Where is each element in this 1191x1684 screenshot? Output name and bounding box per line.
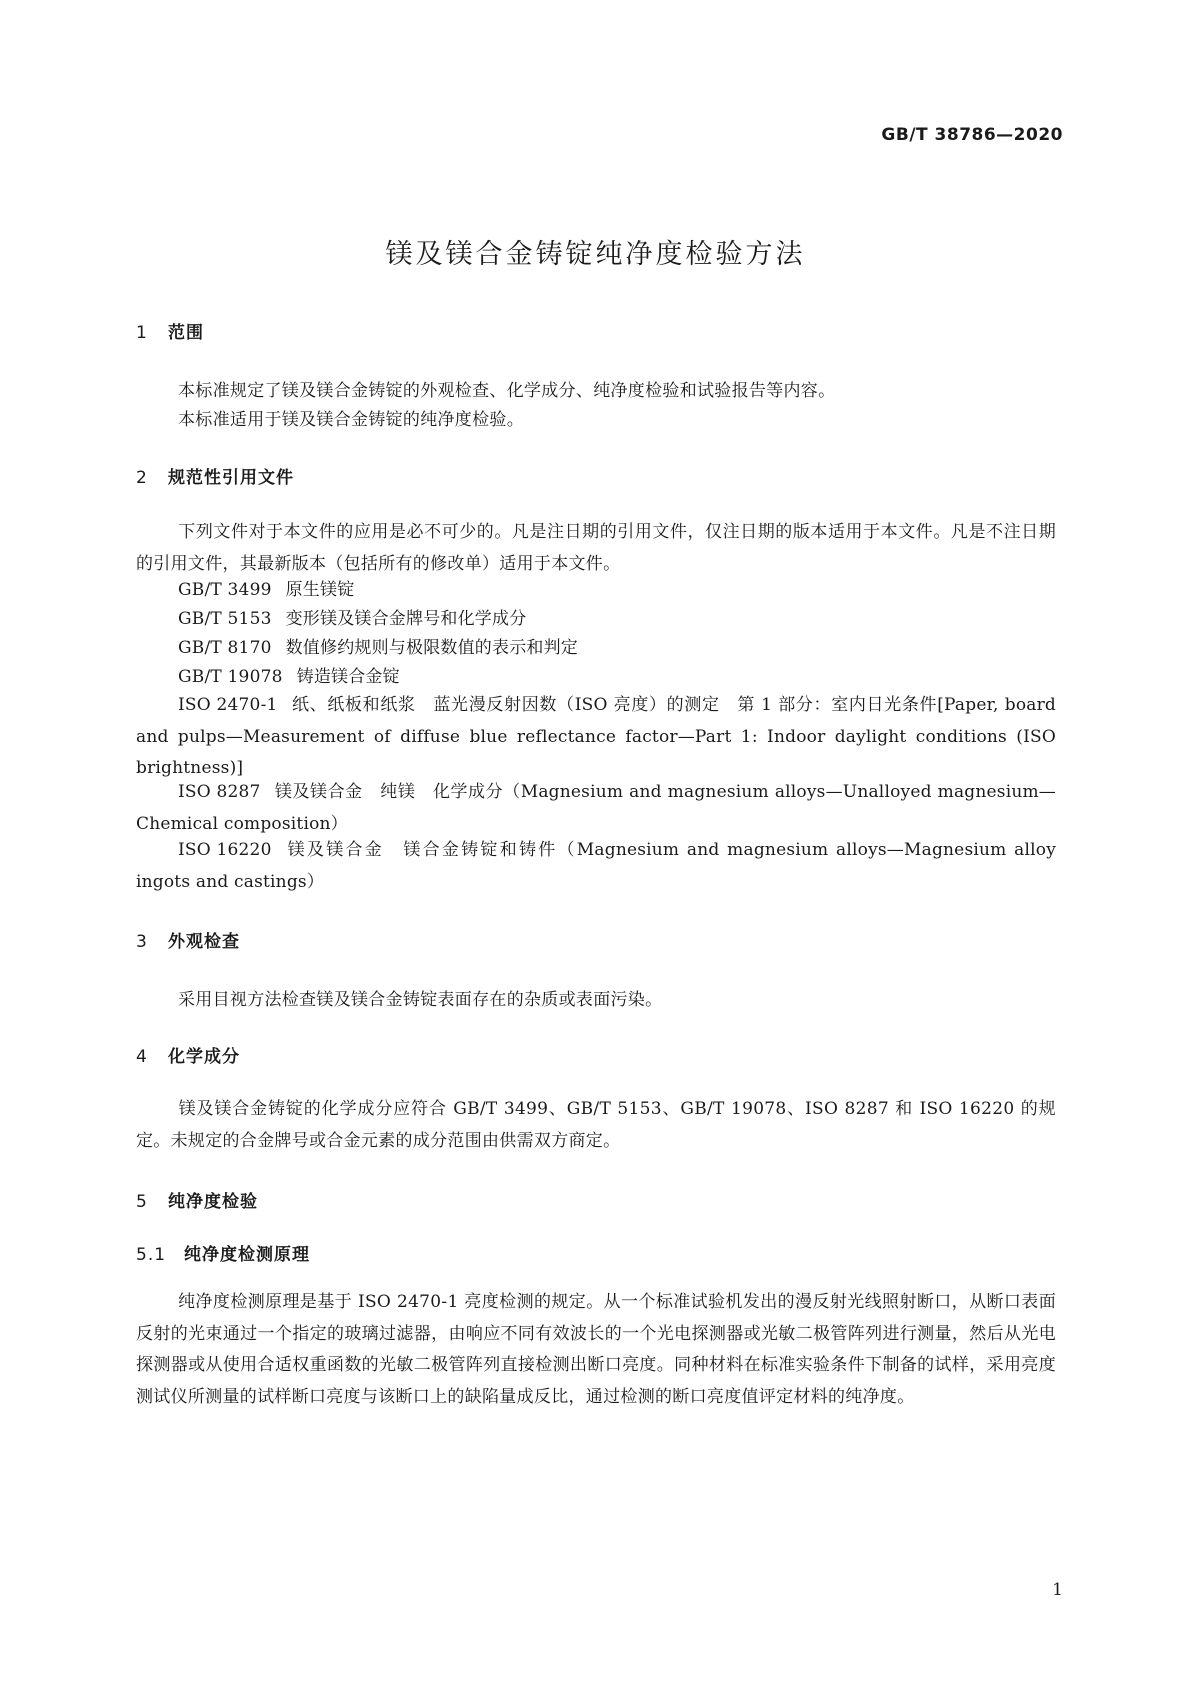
reference-code: GB/T 5153 bbox=[178, 609, 272, 629]
paragraph-text: 镁及镁合金铸锭的化学成分应符合 GB/T 3499、GB/T 5153、GB/T 19078、ISO 8287 和 ISO 16220 的规定。未规定的合金牌号或合金元素的成分范围由供需双方商定。 bbox=[136, 1099, 1056, 1151]
reference-item bbox=[136, 604, 1056, 636]
paragraph: 本标准适用于镁及镁合金铸锭的纯净度检验。 bbox=[178, 410, 524, 430]
reference-title: 镁及镁合金 纯镁 化学成分（Magnesium and magnesium alloys—Unalloyed magnesium—Chemical composition） bbox=[136, 782, 1056, 834]
section-number: 5 bbox=[136, 1192, 148, 1212]
document-title: 镁及镁合金铸锭纯净度检验方法 bbox=[385, 239, 806, 270]
reference-code: GB/T 19078 bbox=[178, 667, 283, 687]
section-number: 2 bbox=[136, 468, 148, 488]
reference-item bbox=[136, 575, 1056, 607]
paragraph-text: 纯净度检测原理是基于 ISO 2470-1 亮度检测的规定。从一个标准试验机发出的漫反射光线照射断口，从断口表面反射的光束通过一个指定的玻璃过滤器，由响应不同有效波长的一个光电探测器或光敏二极管阵列进行测量，然后从光电探测器或从使用合适权重函数的光敏二极管阵列直接检测出断口亮度。同种材料在标准实验条件下制备的试样，采用亮度测试仪所测量的试样断口亮度与该断口上的缺陷量成反比，通过检测的断口亮度值评定材料的纯净度。 bbox=[136, 1292, 1056, 1407]
paragraph bbox=[136, 1094, 1056, 1157]
section-number: 4 bbox=[136, 1047, 148, 1067]
reference-title: 铸造镁合金锭 bbox=[296, 667, 400, 687]
paragraph bbox=[136, 517, 1056, 580]
section-title: 范围 bbox=[168, 323, 204, 343]
paragraph: 本标准规定了镁及镁合金铸锭的外观检查、化学成分、纯净度检验和试验报告等内容。 bbox=[178, 381, 836, 401]
section-title: 规范性引用文件 bbox=[168, 468, 294, 488]
standard-number: GB/T 38786—2020 bbox=[881, 125, 1063, 145]
section-heading-1 bbox=[136, 318, 204, 343]
reference-item bbox=[136, 633, 1056, 665]
reference-code: ISO 2470-1 bbox=[178, 695, 278, 715]
section-heading-3 bbox=[136, 927, 240, 952]
section-heading-5 bbox=[136, 1187, 258, 1212]
subsection-heading-5-1 bbox=[136, 1240, 310, 1265]
reference-item bbox=[136, 662, 1056, 694]
section-title: 纯净度检验 bbox=[168, 1192, 258, 1212]
subsection-number: 5.1 bbox=[136, 1245, 167, 1265]
section-title: 外观检查 bbox=[168, 932, 240, 952]
paragraph bbox=[136, 1287, 1056, 1413]
reference-code: ISO 8287 bbox=[178, 782, 261, 802]
paragraph: 采用目视方法检查镁及镁合金铸锭表面存在的杂质或表面污染。 bbox=[178, 990, 663, 1010]
reference-title: 变形镁及镁合金牌号和化学成分 bbox=[285, 609, 527, 629]
paragraph-text: 下列文件对于本文件的应用是必不可少的。凡是注日期的引用文件，仅注日期的版本适用于本文件。凡是不注日期的引用文件，其最新版本（包括所有的修改单）适用于本文件。 bbox=[136, 522, 1056, 574]
reference-title: 数值修约规则与极限数值的表示和判定 bbox=[285, 638, 579, 658]
reference-item bbox=[136, 690, 1056, 785]
reference-title: 纸、纸板和纸浆 蓝光漫反射因数（ISO 亮度）的测定 第 1 部分：室内日光条件[Paper, board and pulps—Measurement of diffuse blue reflectance factor—Part 1: Indoor daylight conditions (ISO brightness)] bbox=[136, 695, 1056, 778]
subsection-title: 纯净度检测原理 bbox=[184, 1245, 310, 1265]
reference-item bbox=[136, 835, 1056, 898]
section-number: 1 bbox=[136, 323, 148, 343]
reference-code: GB/T 8170 bbox=[178, 638, 272, 658]
page-number: 1 bbox=[1052, 1580, 1063, 1600]
section-title: 化学成分 bbox=[168, 1047, 240, 1067]
section-number: 3 bbox=[136, 932, 148, 952]
section-heading-4 bbox=[136, 1042, 240, 1067]
reference-code: GB/T 3499 bbox=[178, 580, 272, 600]
section-heading-2 bbox=[136, 463, 294, 488]
reference-title: 镁及镁合金 镁合金铸锭和铸件（Magnesium and magnesium alloys—Magnesium alloy ingots and castings） bbox=[136, 840, 1056, 892]
reference-code: ISO 16220 bbox=[178, 840, 272, 860]
reference-title: 原生镁锭 bbox=[285, 580, 355, 600]
reference-item bbox=[136, 777, 1056, 840]
